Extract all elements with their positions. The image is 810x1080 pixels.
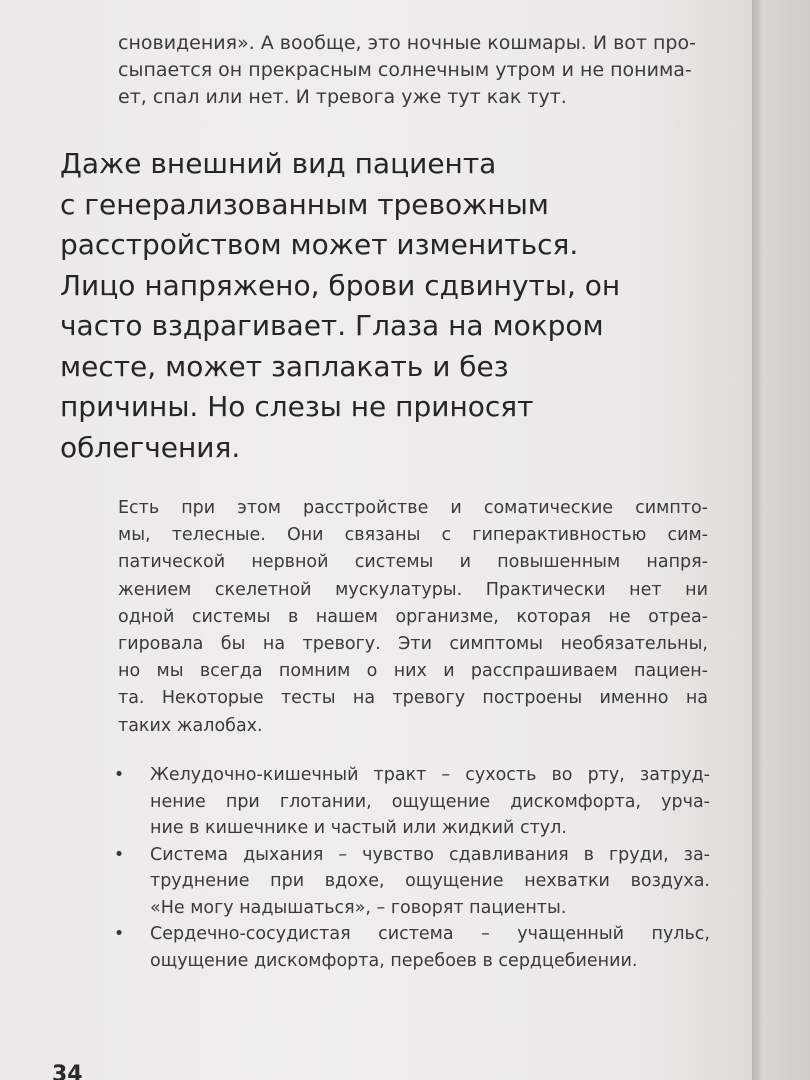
intro-line: сыпается он прекрасным солнечным утром и не понима- — [118, 59, 692, 81]
symptom-list — [110, 762, 710, 974]
list-item-line: «Не могу надышаться», – говорят пациенты. — [150, 897, 567, 918]
pull-quote-line: Даже внешний вид пациента — [60, 147, 497, 180]
pull-quote-line: часто вздрагивает. Глаза на мокром — [60, 309, 604, 342]
pull-quote-line: облегчения. — [60, 430, 241, 464]
body-line: та. Некоторые тесты на тревогу построены именно на — [118, 688, 708, 709]
list-item-line: Система дыхания – чувство сдавливания в груди, за- — [150, 844, 710, 865]
list-item-line: ощущение дискомфорта, перебоев в сердцебиении. — [150, 950, 638, 971]
bullet-marker: • — [113, 765, 125, 785]
page-number: 34 — [52, 1062, 83, 1080]
pull-quote — [60, 144, 680, 468]
list-item-line: труднение при вдохе, ощущение нехватки воздуха. — [150, 871, 710, 891]
list-item-line: ние в кишечнике и частый или жидкий стул. — [150, 818, 567, 838]
body-line: жением скелетной мускулатуры. Практически нет ни — [118, 579, 708, 600]
pull-quote-line: расстройством может измениться. — [60, 228, 579, 261]
pull-quote-line: Лицо напряжено, брови сдвинуты, он — [60, 268, 621, 302]
body-line: патической нервной системы и повышенным напря- — [118, 552, 708, 573]
intro-line: сновидения». А вообще, это ночные кошмары. И вот про- — [118, 32, 696, 54]
list-item-line: нение при глотании, ощущение дискомфорта, урча- — [150, 791, 710, 812]
body-paragraph — [118, 495, 708, 740]
book-spine-edge — [752, 0, 810, 1080]
body-line: гировала бы на тревогу. Эти симптомы необязательны, — [118, 634, 708, 655]
pull-quote-line: месте, может заплакать и без — [60, 349, 509, 383]
list-item-line: Сердечно-сосудистая система – учащенный пульс, — [150, 924, 710, 944]
body-line: но мы всегда помним о них и расспрашиваем пациен- — [118, 661, 708, 682]
intro-paragraph — [118, 30, 708, 111]
bullet-marker: • — [113, 844, 125, 865]
list-item — [110, 921, 710, 974]
list-item — [110, 762, 710, 842]
bullet-marker: • — [113, 924, 125, 944]
intro-line: ет, спал или нет. И тревога уже тут как тут. — [118, 86, 567, 108]
body-line: таких жалобах. — [118, 715, 263, 736]
pull-quote-line: причины. Но слезы не приносят — [60, 390, 534, 423]
list-item — [110, 842, 710, 922]
body-line: одной системы в нашем организме, которая не отреа- — [118, 606, 708, 627]
list-item-line: Желудочно-кишечный тракт – сухость во рту, затруд- — [150, 765, 710, 785]
body-line: Есть при этом расстройстве и соматические симпто- — [118, 498, 708, 518]
body-line: мы, телесные. Они связаны с гиперактивностью сим- — [118, 525, 708, 546]
pull-quote-line: с генерализованным тревожным — [60, 187, 549, 221]
